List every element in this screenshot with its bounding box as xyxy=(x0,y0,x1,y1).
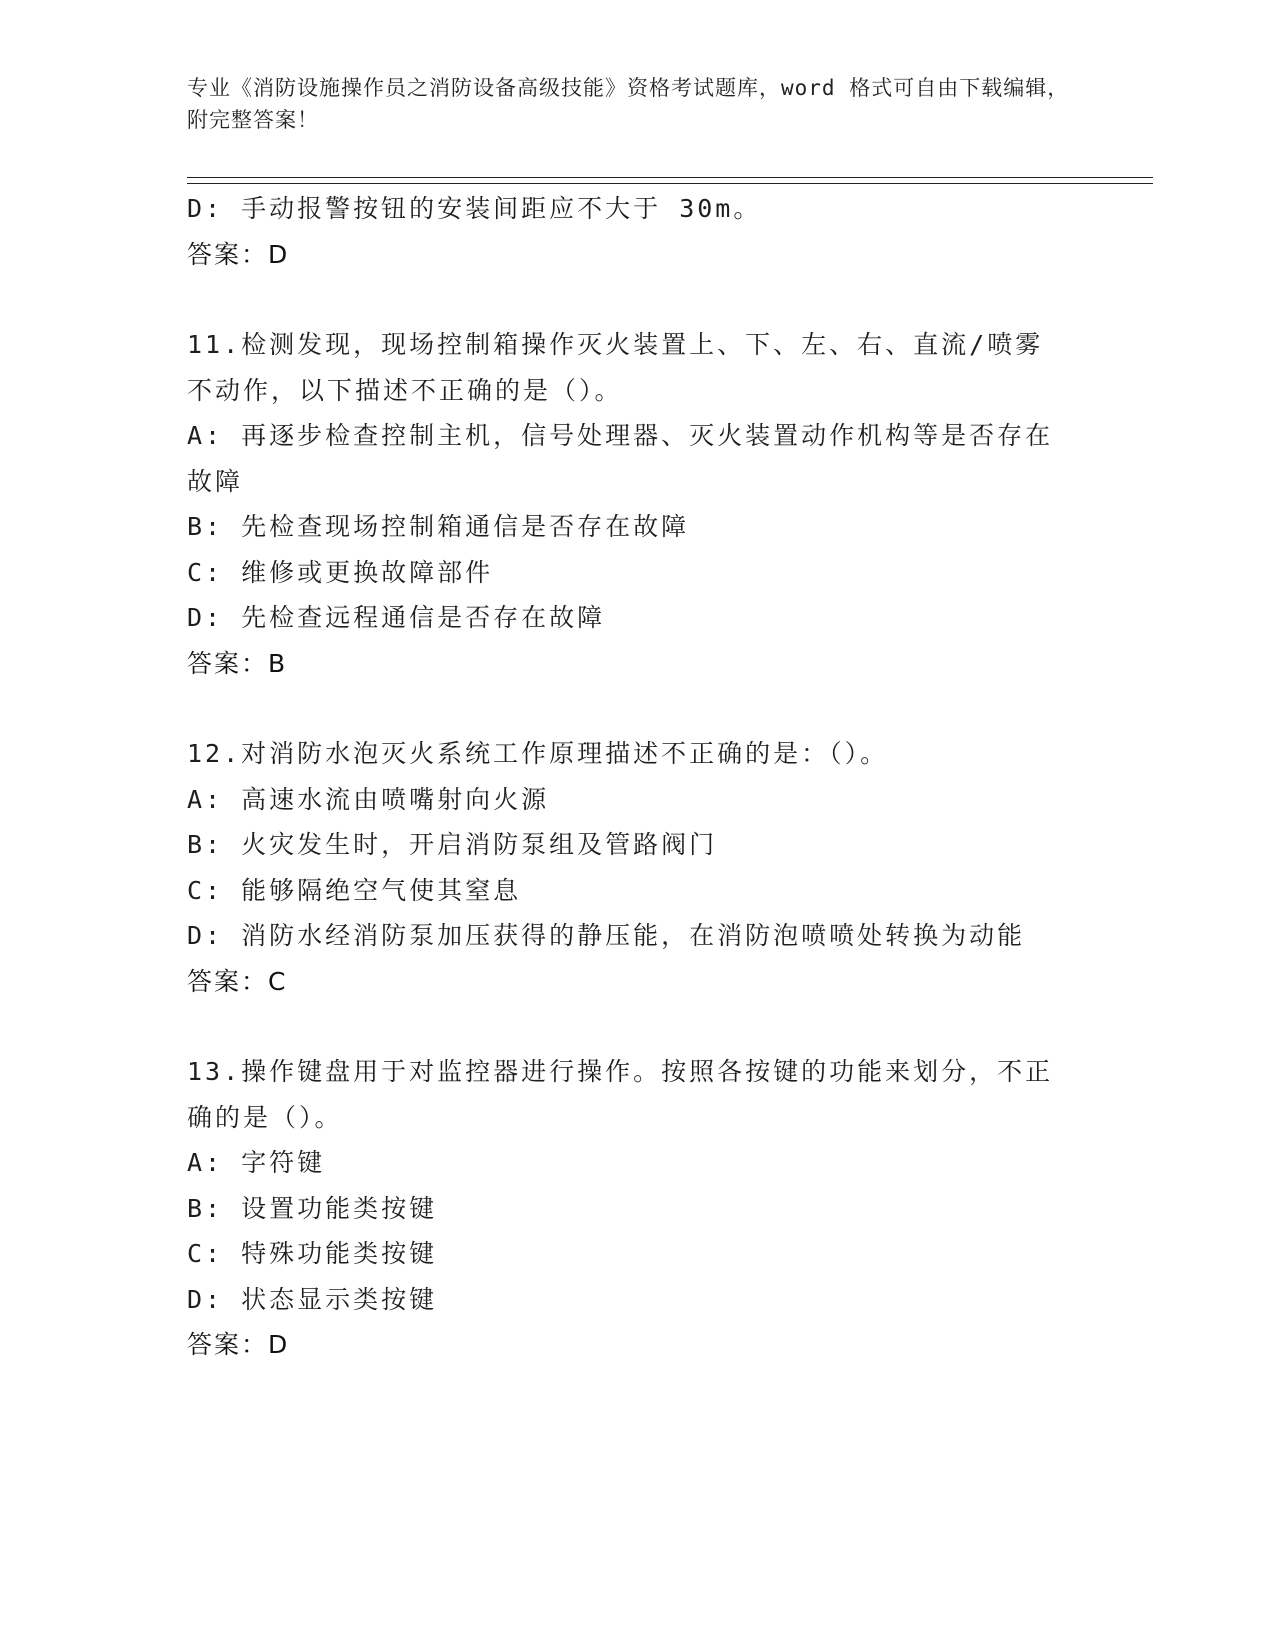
option-a: A: 字符键 xyxy=(187,1148,326,1177)
answer: 答案：D xyxy=(187,1330,290,1359)
page-header: 专业《消防设施操作员之消防设备高级技能》资格考试题库，word 格式可自由下载编辑，附完整答案！ xyxy=(187,76,1070,132)
option-b: B: 设置功能类按键 xyxy=(187,1193,438,1223)
spacer xyxy=(187,1004,1087,1049)
option-d: D: 状态显示类按键 xyxy=(187,1284,438,1314)
option-d: D: 先检查远程通信是否存在故障 xyxy=(187,603,606,632)
option-b: B: 先检查现场控制箱通信是否存在故障 xyxy=(187,512,690,541)
option-a: A: 再逐步检查控制主机，信号处理器、灭火装置动作机构等是否存在故障 xyxy=(187,421,1054,496)
question-12 xyxy=(187,731,1087,1004)
option-b: B: 火灾发生时，开启消防泵组及管路阀门 xyxy=(187,830,718,859)
answer: 答案：C xyxy=(187,966,288,996)
spacer xyxy=(187,277,1087,322)
option-a: A: 高速水流由喷嘴射向火源 xyxy=(187,784,550,814)
option-c: C: 能够隔绝空气使其窒息 xyxy=(187,875,522,905)
answer: 答案：B xyxy=(187,648,288,678)
question-stem: 12.对消防水泡灭火系统工作原理描述不正确的是：（）。 xyxy=(187,739,889,768)
page-content xyxy=(187,186,1087,1368)
question-stem: 13.操作键盘用于对监控器进行操作。按照各按键的功能来划分，不正确的是（）。 xyxy=(187,1057,1054,1132)
header-rule-bottom xyxy=(187,183,1153,184)
spacer xyxy=(187,686,1087,731)
option-d: D: 消防水经消防泵加压获得的静压能，在消防泡喷喷处转换为动能 xyxy=(187,921,1026,950)
option-d: D: 手动报警按钮的安装间距应不大于 30m。 xyxy=(187,194,762,223)
question-stem: 11.检测发现，现场控制箱操作灭火装置上、下、左、右、直流/喷雾不动作，以下描述不正确的是（）。 xyxy=(187,330,1044,405)
question-13 xyxy=(187,1049,1087,1368)
header-rule-top xyxy=(187,177,1153,178)
option-c: C: 特殊功能类按键 xyxy=(187,1239,438,1268)
question-11 xyxy=(187,322,1087,686)
answer: 答案：D xyxy=(187,239,290,269)
option-c: C: 维修或更换故障部件 xyxy=(187,557,494,587)
